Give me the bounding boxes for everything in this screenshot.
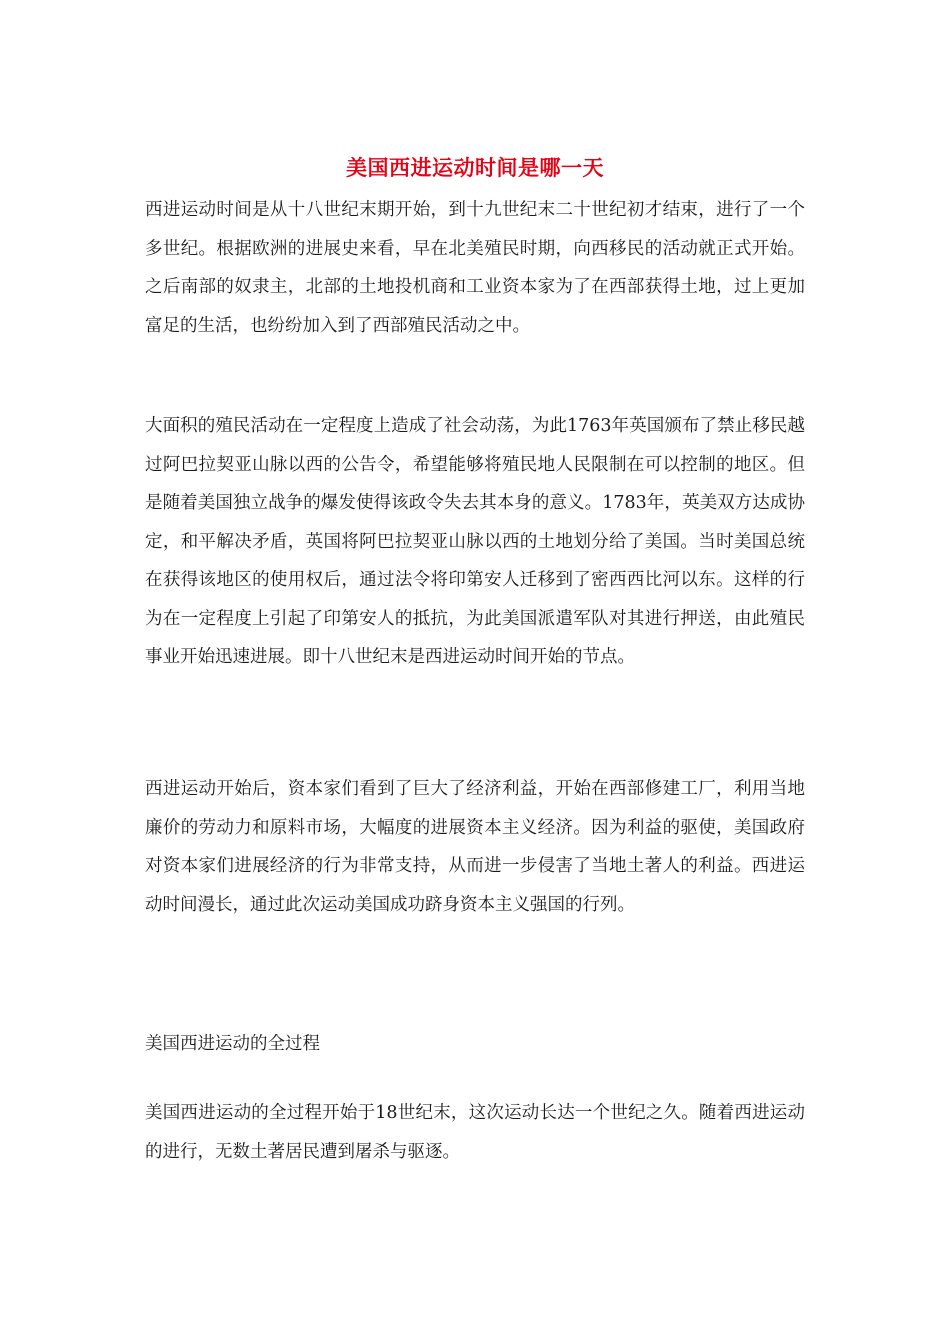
paragraph-intro: 西进运动时间是从十八世纪末期开始，到十九世纪末二十世纪初才结束，进行了一个多世纪。根据欧洲的进展史来看，早在北美殖民时期，向西移民的活动就正式开始。之后南部的奴隶主，北部的土地投机商和工业资本家为了在西部获得土地，过上更加富足的生活，也纷纷加入到了西部殖民活动之中。: [145, 200, 805, 336]
paragraph-full-process: 美国西进运动的全过程开始于18世纪末，这次运动长达一个世纪之久。随着西进运动的进行，无数土著居民遭到屠杀与驱逐。: [145, 1103, 805, 1162]
paragraph-capitalism: 西进运动开始后，资本家们看到了巨大了经济利益，开始在西部修建工厂，利用当地廉价的劳动力和原料市场，大幅度的进展资本主义经济。因为利益的驱使，美国政府对资本家们进展经济的行为非常支持，从而进一步侵害了当地土著人的利益。西进运动时间漫长，通过此次运动美国成功跻身资本主义强国的行列。: [145, 779, 805, 915]
document-title: 美国西进运动时间是哪一天: [346, 155, 604, 180]
paragraph-colonization: 大面积的殖民活动在一定程度上造成了社会动荡，为此1763年英国颁布了禁止移民越过阿巴拉契亚山脉以西的公告令，希望能够将殖民地人民限制在可以控制的地区。但是随着美国独立战争的爆发使得该政令失去其本身的意义。1783年，英美双方达成协定，和平解决矛盾，英国将阿巴拉契亚山脉以西的土地划分给了美国。当时美国总统在获得该地区的使用权后，通过法令将印第安人迁移到了密西西比河以东。这样的行为在一定程度上引起了印第安人的抵抗，为此美国派遣军队对其进行押送，由此殖民事业开始迅速进展。即十八世纪末是西进运动时间开始的节点。: [145, 416, 805, 667]
section-heading: 美国西进运动的全过程: [145, 1034, 320, 1054]
